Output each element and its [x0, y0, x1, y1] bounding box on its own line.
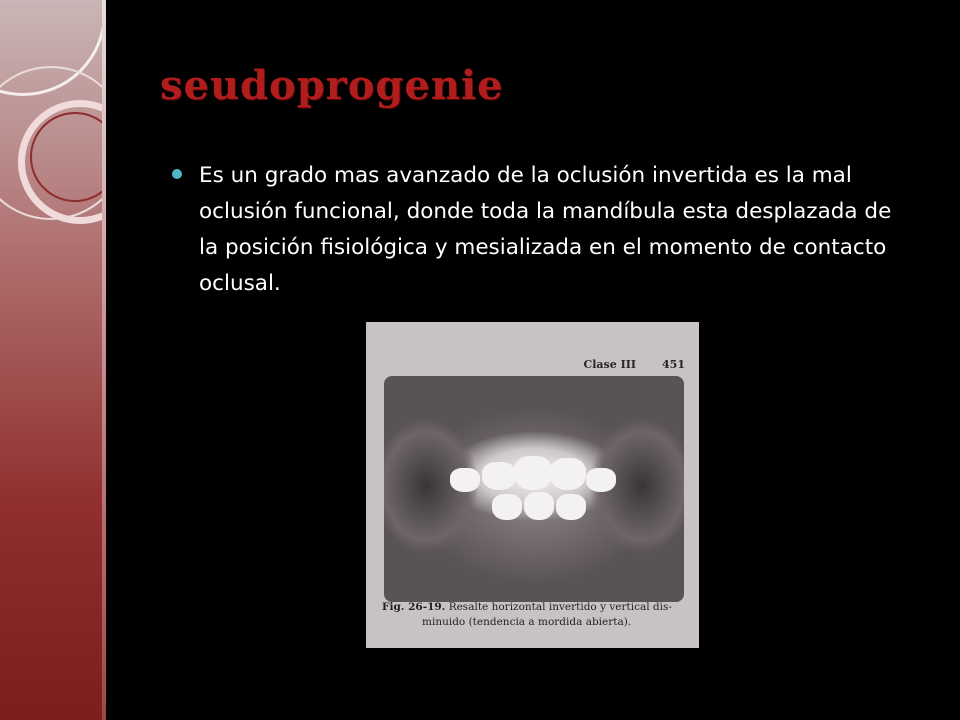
- sidebar-edge: [102, 0, 106, 720]
- figure-caption-label: Fig. 26-19.: [382, 601, 446, 613]
- tooth-shape: [550, 458, 586, 490]
- tooth-shape: [492, 494, 522, 520]
- figure-page-number: 451: [662, 358, 685, 371]
- figure-header-section: Clase III: [583, 358, 637, 371]
- tooth-shape: [450, 468, 480, 492]
- bullet-text: Es un grado mas avanzado de la oclusión invertida es la mal oclusión funcional, donde toda la mandíbula esta desplazada de la posición fisiológica y mesializada en el momento de contacto oclusal.: [199, 163, 892, 296]
- figure-header: [558, 358, 686, 371]
- bullet-dot-icon: [172, 169, 182, 179]
- dental-photo: [384, 376, 684, 602]
- tooth-shape: [524, 492, 554, 520]
- figure-caption: [382, 600, 682, 630]
- figure-caption-line-1: Resalte horizontal invertido y vertical dis-: [448, 601, 672, 613]
- tooth-shape: [482, 462, 516, 490]
- tooth-shape: [556, 494, 586, 520]
- decorative-sidebar: [0, 0, 106, 720]
- slide-body: [172, 158, 912, 302]
- bullet-item: [172, 158, 912, 302]
- tooth-shape: [586, 468, 616, 492]
- figure-caption-line-2: minuido (tendencia a mordida abierta).: [422, 616, 632, 628]
- slide-title: seudoprogenie: [160, 62, 504, 109]
- scanned-figure: [366, 322, 699, 648]
- tooth-shape: [514, 456, 552, 490]
